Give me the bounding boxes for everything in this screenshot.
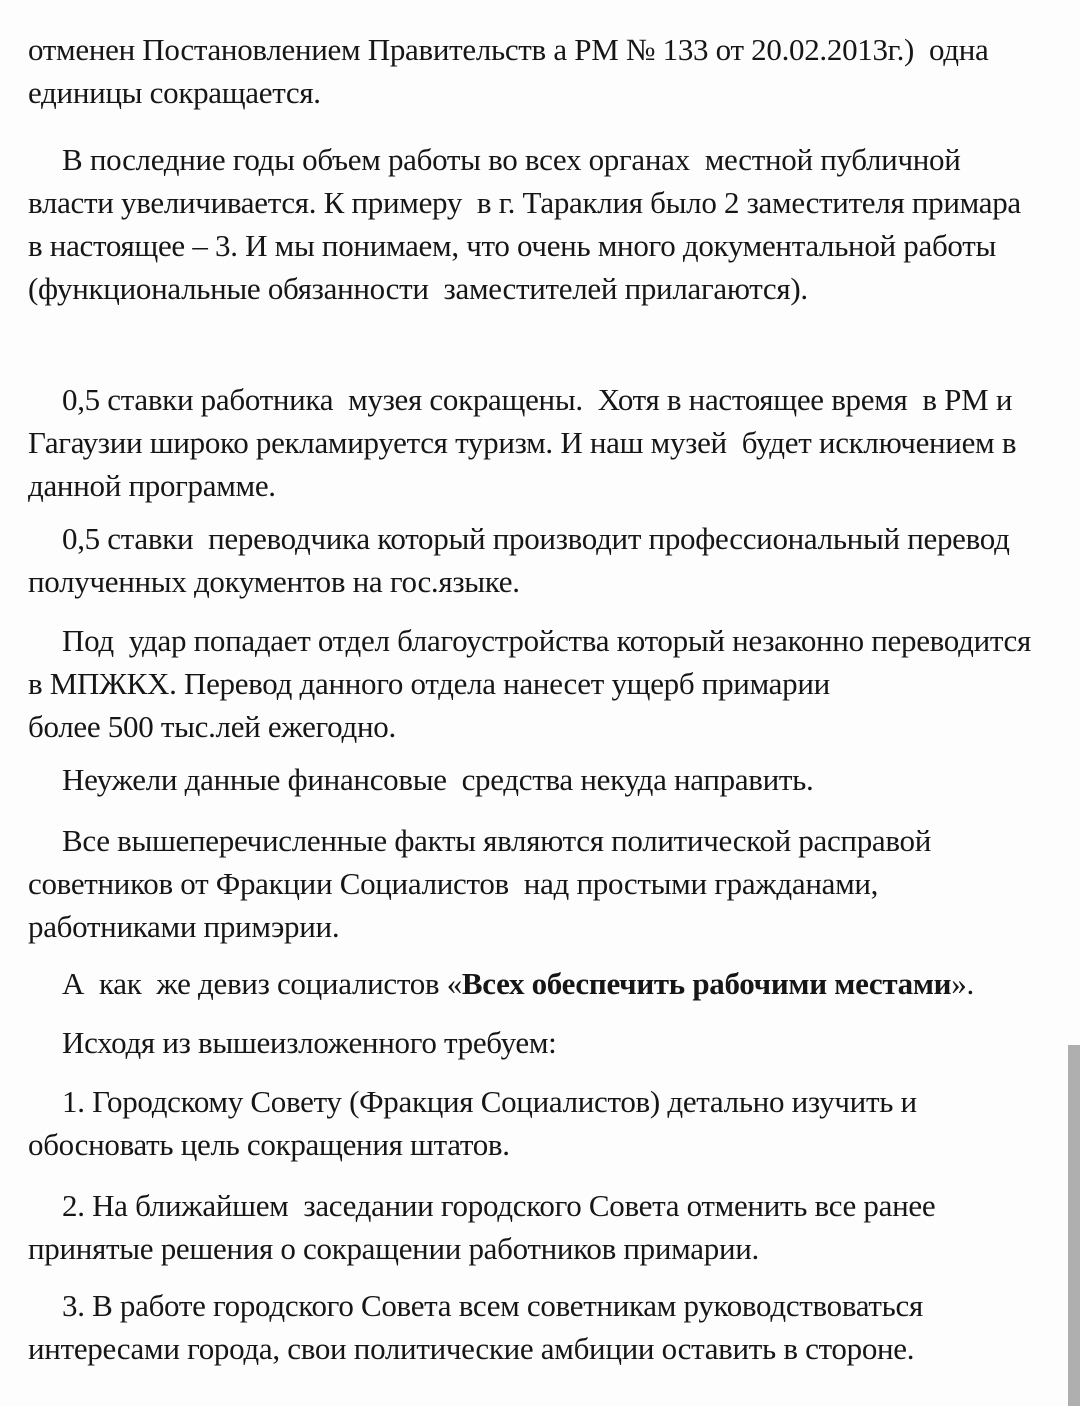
text-line: 2. На ближайшем заседании городского Совета отменить все ранее: [62, 1188, 936, 1223]
text-line: интересами города, свои политические амбиции оставить в стороне.: [28, 1331, 915, 1366]
text-line: 1. Городскому Совету (Фракция Социалистов) детально изучить и: [62, 1084, 917, 1119]
paragraph-workload: [28, 138, 1060, 310]
text-line: 0,5 ставки переводчика который производит профессиональный перевод: [62, 521, 1010, 556]
text-line: Под удар попадает отдел благоустройства который незаконно переводится: [62, 623, 1031, 658]
text-line: работниками примэрии.: [28, 909, 340, 944]
text-line: отменен Постановлением Правительств а РМ № 133 от 20.02.2013г.) одна: [28, 32, 989, 67]
paragraph-demands-intro: [28, 1021, 1060, 1064]
text-line: (функциональные обязанности заместителей прилагаются).: [28, 271, 808, 306]
text-line: полученных документов на гос.языке.: [28, 564, 520, 599]
text-line: более 500 тыс.лей ежегодно.: [28, 709, 396, 744]
text-line: [28, 962, 1060, 1005]
text-line: принятые решения о сокращении работников примарии.: [28, 1231, 759, 1266]
text-line: Все вышеперечисленные факты являются политической расправой: [62, 823, 931, 858]
paragraph-translator: [28, 517, 1060, 603]
paragraph-continuation: [28, 28, 1060, 114]
paragraph-demand-2: [28, 1184, 1060, 1270]
text-line: данной программе.: [28, 468, 276, 503]
text-line: Гагаузии широко рекламируется туризм. И наш музей будет исключением в: [28, 425, 1017, 460]
text-line: в МПЖКХ. Перевод данного отдела нанесет ущерб примарии: [28, 666, 830, 701]
paragraph-slogan: [28, 962, 1060, 1005]
text-line: 0,5 ставки работника музея сокращены. Хотя в настоящее время в РМ и: [62, 382, 1013, 417]
text-line: единицы сокращается.: [28, 75, 321, 110]
text-line: обосновать цель сокращения штатов.: [28, 1127, 510, 1162]
paragraph-demand-1: [28, 1080, 1060, 1166]
text-line: 3. В работе городского Совета всем советникам руководствоваться: [62, 1288, 923, 1323]
text-line: власти увеличивается. К примеру в г. Тараклия было 2 заместителя примара: [28, 185, 1021, 220]
text-line: Исходя из вышеизложенного требуем:: [62, 1025, 557, 1060]
text-line: Неужели данные финансовые средства некуда направить.: [62, 762, 814, 797]
text-line: советников от Фракции Социалистов над простыми гражданами,: [28, 866, 879, 901]
paragraph-department: [28, 619, 1060, 748]
paragraph-demand-3: [28, 1284, 1060, 1370]
paragraph-funds: [28, 758, 1060, 801]
paragraph-museum: [28, 378, 1060, 507]
slogan-prefix: А как же девиз социалистов «: [62, 966, 462, 1001]
text-line: В последние годы объем работы во всех органах местной публичной: [62, 142, 961, 177]
slogan-suffix: ».: [951, 966, 974, 1001]
slogan-bold-text: Всех обеспечить рабочими местами: [461, 966, 952, 1001]
scrollbar-thumb[interactable]: [1068, 1045, 1080, 1406]
paragraph-facts: [28, 819, 1060, 948]
text-line: в настоящее – 3. И мы понимаем, что очень много документальной работы: [28, 228, 996, 263]
